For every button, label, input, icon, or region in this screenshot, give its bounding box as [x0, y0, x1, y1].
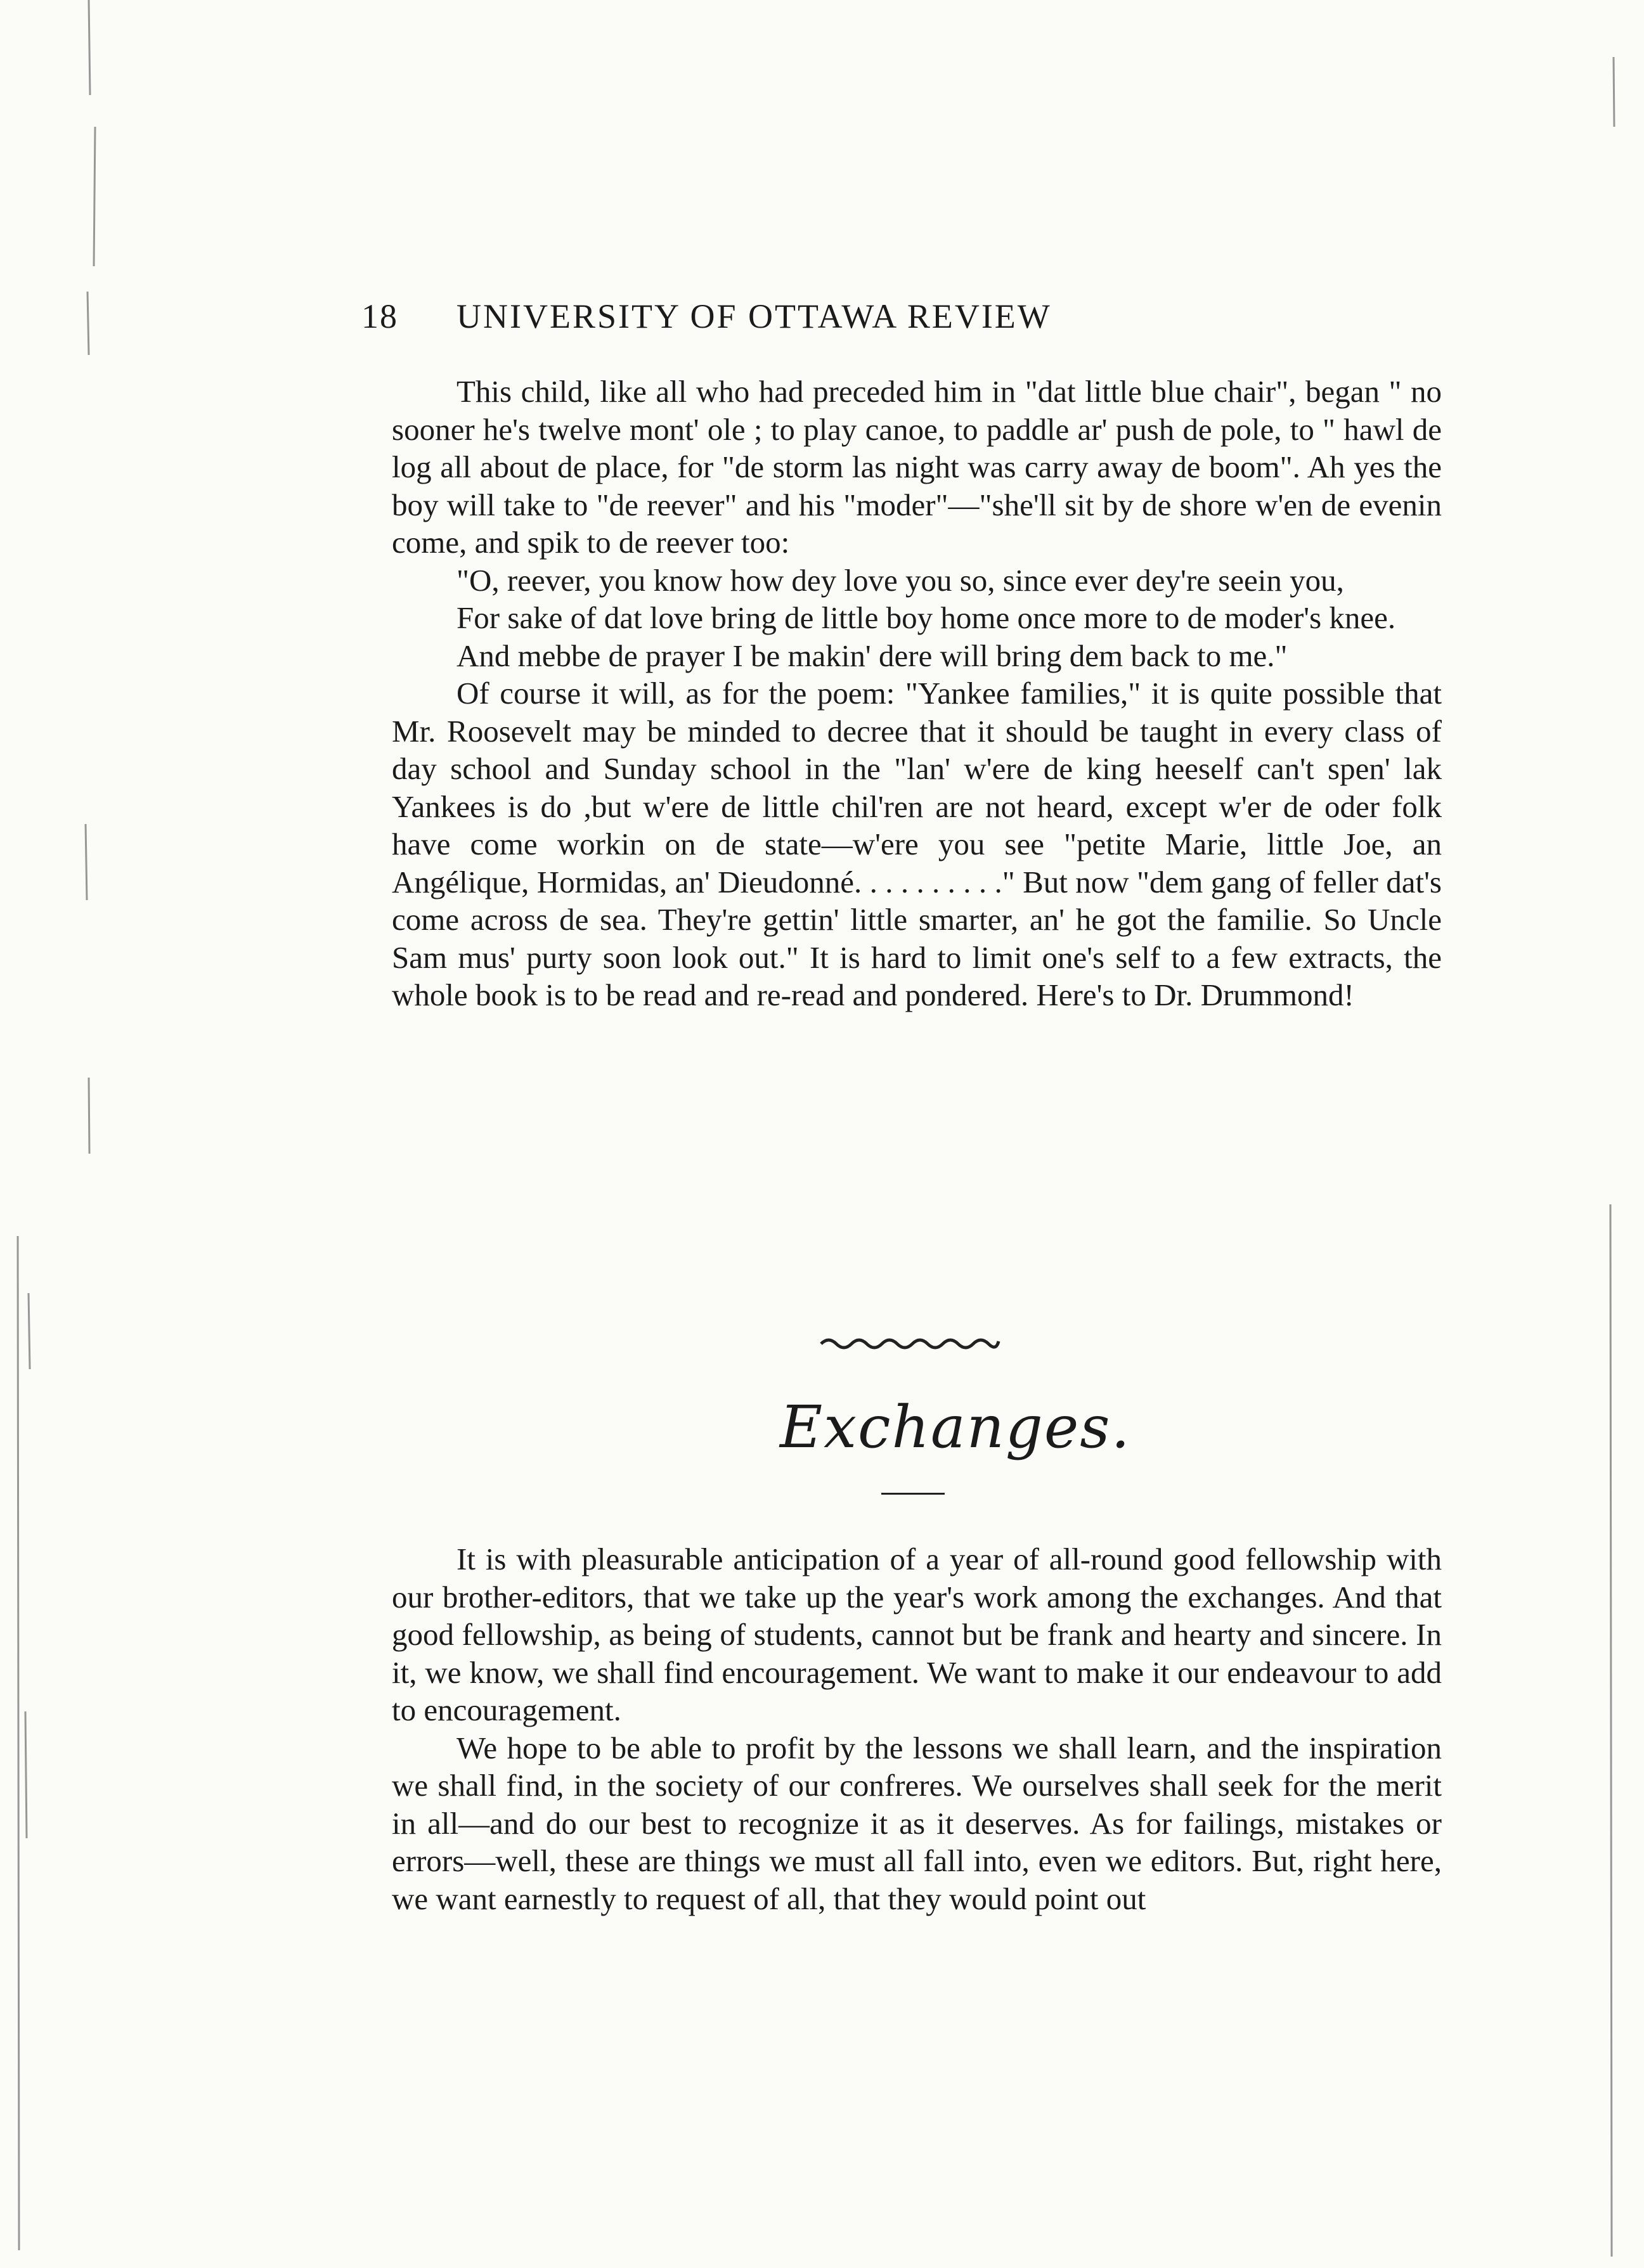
ornamental-divider [818, 1332, 1002, 1354]
review-paragraph: This child, like all who had preceded him in "dat little blue chair", began " no sooner he's twelve mont' ole ; to play canoe, to paddle ar' push de pole, to " hawl de log all about de place, for "de storm las night was carry away de boom". Ah yes the boy will take to "de reever" and his "moder"—"she'll sit by de shore w'en de evenin come, and spik to de reever too: [392, 374, 1442, 560]
exchanges-paragraph: We hope to be able to profit by the lessons we shall learn, and the inspiration we shall find, in the society of our confreres. We ourselves shall seek for the merit in all—and do our best to recognize it as it deserves. As for failings, mistakes or errors—well, these are things we must all fall into, even we editors. But, right here, we want earnestly to request of all, that they would point out [392, 1730, 1442, 1916]
exchanges-heading: Exchanges. [780, 1393, 1131, 1461]
heading-rule [881, 1493, 945, 1495]
verse-line: For sake of dat love bring de little boy home once more to de moder's knee. [456, 600, 1396, 635]
review-paragraph: Of course it will, as for the poem: "Yankee families," it is quite possible that Mr. Roosevelt may be minded to decree that it should be taught in every class of day school and Sunday school in the "lan' w'ere de king heeself can't spen' lak Yankees is do ,but w'ere de little chil'ren are not heard, except w'er de oder folk have come workin on de state—w'ere you see "petite Marie, little Joe, an Angélique, Hormidas, an' Dieudonné. . . . . . . . . ." But now "dem gang of feller dat's come across de sea. They're gettin' little smarter, an' he got the familie. So Uncle Sam mus' purty soon look out." It is hard to limit one's self to a few extracts, the whole book is to be read and re-read and pondered. Here's to Dr. Drummond! [392, 676, 1442, 1012]
exchanges-paragraph: It is with pleasurable anticipation of a year of all-round good fellowship with our brother-editors, that we take up the year's work among the exchanges. And that good fellowship, as being of students, cannot but be frank and hearty and sincere. In it, we know, we shall find encouragement. We want to make it our endeavour to add to encouragement. [392, 1542, 1442, 1727]
verse-line: "O, reever, you know how dey love you so, since ever dey're seein you, [456, 562, 1344, 598]
journal-title: UNIVERSITY OF OTTAWA REVIEW [456, 297, 1052, 335]
exchanges-section [392, 1540, 1442, 1917]
review-section [392, 373, 1442, 1014]
verse-line: And mebbe de prayer I be makin' dere will bring dem back to me." [456, 638, 1288, 673]
verse-quotation [392, 562, 1442, 675]
page-number: 18 [361, 297, 398, 335]
